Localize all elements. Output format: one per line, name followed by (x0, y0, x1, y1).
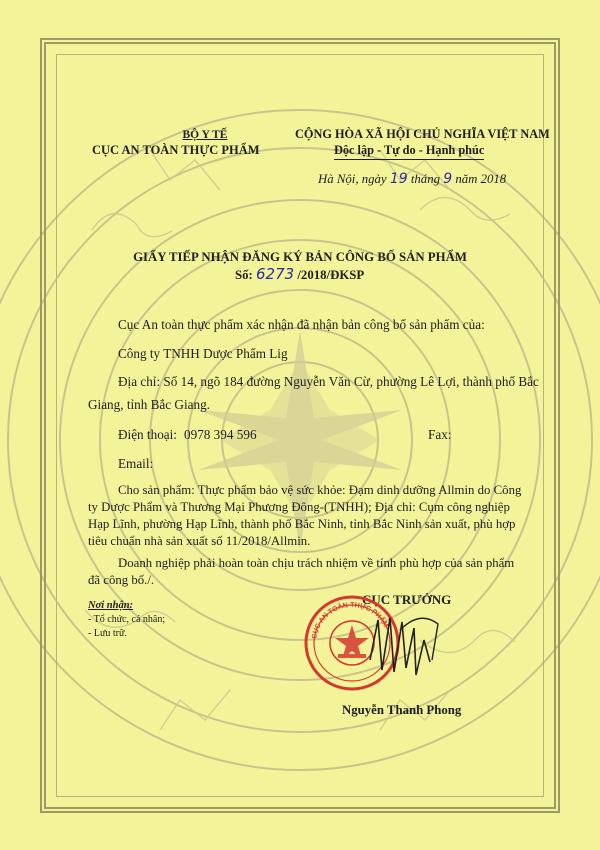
year-label: năm 2018 (455, 172, 507, 186)
product-line-3: Hạp Lĩnh, phường Hạp Lĩnh, thành phố Bắc Ninh, tỉnh Bắc Ninh sản xuất, phù hợp (88, 517, 516, 531)
recipient-item: - Lưu trữ. (88, 628, 127, 639)
date-day: 19 (389, 171, 408, 187)
document-number (235, 265, 364, 283)
date-line (318, 171, 506, 187)
signer-title: CỤC TRƯỞNG (362, 592, 452, 607)
fax-label: Fax: (428, 427, 452, 442)
date-prefix: Hà Nội, ngày (318, 172, 387, 186)
recipient-item: - Tổ chức, cá nhân; (88, 614, 166, 625)
ministry-name: BỘ Y TẾ (182, 129, 228, 141)
handwritten-signature (360, 600, 450, 690)
motto: Độc lập - Tự do - Hạnh phúc (334, 143, 484, 160)
product-line-2: ty Dược Phẩm và Thương Mại Phương Đông-(TNHH); Địa chỉ: Cụm công nghiệp (88, 500, 510, 514)
date-month: 9 (443, 171, 453, 187)
number-suffix: /2018/ĐKSP (297, 268, 365, 282)
country-name: CỘNG HÒA XÃ HỘI CHỦ NGHĨA VIỆT NAM (295, 127, 550, 141)
seal-text: CỤC AN TOÀN THỰC PHẨM (311, 601, 390, 640)
address-line-1: Địa chỉ: Số 14, ngõ 184 đường Nguyễn Văn Cừ, phường Lê Lợi, thành phố Bắc (118, 374, 539, 389)
phone-label: Điện thoại: (118, 427, 177, 442)
email-label: Email: (118, 456, 154, 471)
signer-name: Nguyễn Thanh Phong (342, 703, 462, 717)
responsibility-line-1: Doanh nghiệp phải hoàn toàn chịu trách nhiệm về tính phù hợp của sản phẩm (118, 556, 515, 570)
address-line-2: Giang, tỉnh Bắc Giang. (88, 397, 210, 412)
agency-name: CỤC AN TOÀN THỰC PHẨM (92, 143, 260, 157)
product-line-1: Cho sản phẩm: Thực phẩm bảo vệ sức khỏe: Đạm dinh dưỡng Allmin do Công (118, 483, 522, 497)
product-line-4: tiêu chuẩn nhà sản xuất số 11/2018/Allmin. (88, 534, 311, 548)
company-name: Công ty TNHH Dược Phẩm Lig (118, 346, 288, 361)
number-label: Số: (235, 268, 253, 282)
document-title: GIẤY TIẾP NHẬN ĐĂNG KÝ BẢN CÔNG BỐ SẢN PHẨM (133, 250, 467, 264)
number-handwritten: 6273 (255, 265, 295, 283)
responsibility-line-2: đã công bố./. (88, 573, 155, 587)
month-label: tháng (410, 172, 440, 186)
phone-value: 0978 394 596 (184, 427, 257, 442)
intro-text: Cục An toàn thực phẩm xác nhận đã nhận bản công bố sản phẩm của: (118, 317, 485, 332)
recipients-label: Nơi nhận: (88, 600, 134, 611)
